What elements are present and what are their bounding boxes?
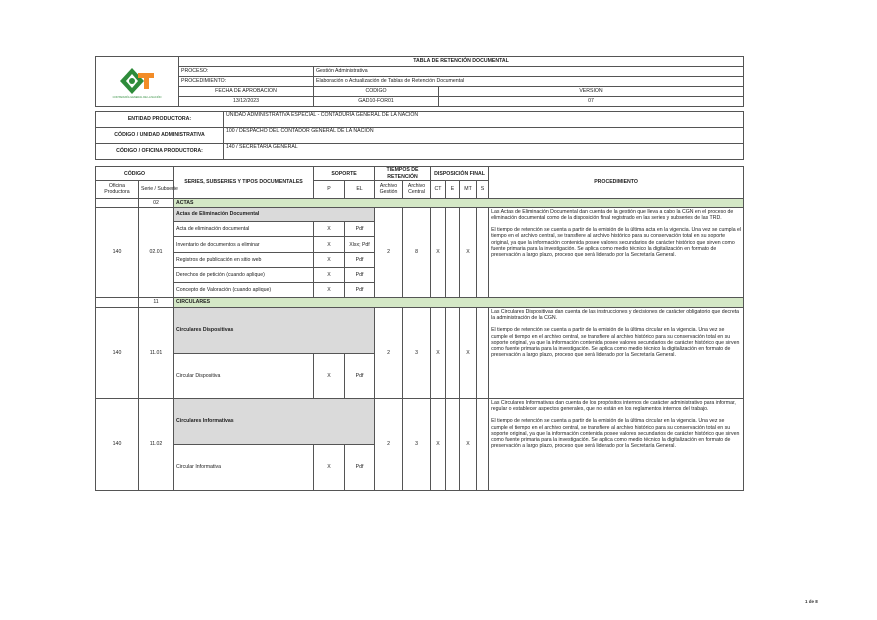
- actas-doc-name: Concepto de Valoración (cuando aplique): [174, 283, 314, 297]
- fecha-value: 13/12/2023: [179, 97, 314, 107]
- actas-oficina: 140: [96, 207, 139, 297]
- informativas-oficina: 140: [96, 398, 139, 490]
- version-label: VERSION: [439, 87, 744, 97]
- dispositivas-ac: 3: [403, 307, 431, 398]
- entidad-value: UNIDAD ADMINISTRATIVA ESPECIAL - CONTADURÍA GENERAL DE LA NACIÓN: [224, 112, 744, 128]
- table-row: [96, 307, 744, 353]
- trd-table: [95, 166, 744, 491]
- actas-e: [446, 207, 460, 297]
- dispositivas-ct: X: [431, 307, 446, 398]
- informativas-ct: X: [431, 398, 446, 490]
- procedimiento-value: Elaboración o Actualización de Tablas de Retención Documental: [314, 77, 744, 87]
- dispositivas-oficina: 140: [96, 307, 139, 398]
- circulares-serie-code: 11: [139, 297, 174, 307]
- codigo-label: CODIGO: [314, 87, 439, 97]
- codigo-value: GAD10-FOR01: [314, 97, 439, 107]
- informativas-ac: 3: [403, 398, 431, 490]
- dispositivas-ag: 2: [375, 307, 403, 398]
- actas-doc-name: Acta de eliminación documental: [174, 222, 314, 237]
- actas-subserie-name: Actas de Eliminación Documental: [174, 207, 375, 221]
- dispositivas-proc-2: El tiempo de retención se cuenta a partir de la emisión de la última circular en la vigencia. Una vez se cumple el tiempo en el archivo central, se transfiere al archivo histórico para su conservación total en su soporte original, ya que la información contenida posee valores secundarios de carácter histórico que sirven como fuente primaria para la investigación. Se aplica como medio técnico la digitalización en formato de preservación a largo plazo, proceso que será liderado por la Secretaría General.: [491, 327, 740, 359]
- col-el: EL: [345, 181, 375, 198]
- oficina-label: CÓDIGO / OFICINA PRODUCTORA:: [96, 144, 224, 160]
- informativas-proc-1: Las Circulares Informativas dan cuenta de los propósitos internos de carácter administrativo para informar, regular o establecer aspectos generales, que no están en los reglamentos internos del trabajo.: [491, 399, 736, 413]
- actas-doc-p: X: [314, 268, 345, 283]
- col-tiempos: TIEMPOS DE RETENCIÓN: [375, 167, 431, 181]
- version-value: 07: [439, 97, 744, 107]
- actas-doc-name: Registros de publicación en sitio web: [174, 252, 314, 267]
- actas-doc-p: X: [314, 283, 345, 297]
- informativas-s: [477, 398, 489, 490]
- actas-doc-p: X: [314, 222, 345, 237]
- actas-doc-el: Pdf: [345, 252, 375, 267]
- cgn-logo-icon: [114, 65, 160, 95]
- col-archivo-gestion: Archivo Gestión: [375, 181, 403, 198]
- actas-proc-2: El tiempo de retención se cuenta a partir de la emisión de la última acta en la vigencia. Una vez se cumpla el tiempo en el archivo central, se transfiere al archivo histórico para su conservación total en su soporte original, ya que la información contenida posee valores secundarios de carácter histórico que sirven como fuente primaria para la investigación. Se aplica como medio técnico la digitalización en formato de preservación a largo plazo, proceso que será liderado por la Secretaría General.: [491, 227, 742, 259]
- informativas-el: Pdf: [345, 444, 375, 490]
- document-title: TABLA DE RETENCIÓN DOCUMENTAL: [179, 57, 744, 67]
- actas-doc-el: Pdf: [345, 268, 375, 283]
- logo-cell: [96, 57, 179, 107]
- col-mt: MT: [460, 181, 477, 198]
- actas-ac: 8: [403, 207, 431, 297]
- entidad-label: ENTIDAD PRODUCTORA:: [96, 112, 224, 128]
- actas-doc-el: Pdf: [345, 222, 375, 237]
- actas-s: [477, 207, 489, 297]
- dispositivas-procedimiento: [489, 307, 744, 398]
- logo-text: CONTADURÍA GENERAL DE LA NACIÓN: [112, 95, 162, 99]
- actas-ag: 2: [375, 207, 403, 297]
- informativas-code: 11.02: [139, 398, 174, 490]
- col-p: P: [314, 181, 345, 198]
- dispositivas-mt: X: [460, 307, 477, 398]
- table-row: [96, 398, 744, 444]
- informativas-e: [446, 398, 460, 490]
- informativas-procedimiento: [489, 398, 744, 490]
- dispositivas-name: Circulares Dispositivas: [174, 307, 375, 353]
- page-number: 1 de 8: [805, 599, 818, 604]
- actas-ct: X: [431, 207, 446, 297]
- actas-doc-p: X: [314, 252, 345, 267]
- procedimiento-label: PROCEDIMIENTO:: [179, 77, 314, 87]
- proceso-label: PROCESO:: [179, 67, 314, 77]
- fecha-label: FECHA DE APROBACION: [179, 87, 314, 97]
- col-codigo: CÓDIGO: [96, 167, 174, 181]
- col-oficina: Oficina Productora: [96, 181, 139, 198]
- oficina-value: 140 / SECRETARÍA GENERAL: [224, 144, 744, 160]
- actas-subserie-code: 02.01: [139, 207, 174, 297]
- dispositivas-p: X: [314, 353, 345, 398]
- col-s: S: [477, 181, 489, 198]
- col-serie: Serie / Subserie: [139, 181, 174, 198]
- col-disposicion: DISPOSICIÓN FINAL: [431, 167, 489, 181]
- actas-serie-code: 02: [139, 198, 174, 207]
- entity-table: [95, 111, 744, 160]
- informativas-proc-2: El tiempo de retención se cuenta a partir de la emisión de la última circular en la vigencia. Una vez se cumple el tiempo en el archivo central, se transfiere al archivo histórico para su conservación total en su soporte original, ya que la información contenida posee valores secundarios de carácter histórico que sirven como fuente primaria para la investigación. Se aplica como medio técnico la digitalización en formato de preservación a largo plazo, proceso que será liderado por la Secretaría General.: [491, 418, 740, 450]
- circulares-serie-name: CIRCULARES: [174, 297, 744, 307]
- dispositivas-proc-1: Las Circulares Dispositivas dan cuenta de las instrucciones y decisiones de carácter obligatorio que decreta la administración de la CGN.: [491, 308, 740, 322]
- col-series: SERIES, SUBSERIES Y TIPOS DOCUMENTALES: [174, 167, 314, 199]
- col-archivo-central: Archivo Central: [403, 181, 431, 198]
- dispositivas-code: 11.01: [139, 307, 174, 398]
- dispositivas-e: [446, 307, 460, 398]
- informativas-name: Circulares Informativas: [174, 398, 375, 444]
- actas-mt: X: [460, 207, 477, 297]
- actas-serie-name: ACTAS: [174, 198, 744, 207]
- informativas-mt: X: [460, 398, 477, 490]
- actas-doc-name: Derechos de petición (cuando aplique): [174, 268, 314, 283]
- actas-doc-name: Inventario de documentos a eliminar: [174, 237, 314, 252]
- dispositivas-el: Pdf: [345, 353, 375, 398]
- actas-oficina-empty: [96, 198, 139, 207]
- unidad-label: CÓDIGO / UNIDAD ADMINISTRATIVA: [96, 128, 224, 144]
- informativas-p: X: [314, 444, 345, 490]
- actas-proc-1: Las Actas de Eliminación Documental dan cuenta de la gestión que lleva a cabo la CGN en el proceso de eliminación documental como de la disposición final registrado en las series y subseries de las TRD.: [491, 208, 734, 222]
- informativas-doc: Circular Informativa: [174, 444, 314, 490]
- dispositivas-s: [477, 307, 489, 398]
- table-row: [96, 207, 744, 221]
- col-e: E: [446, 181, 460, 198]
- col-ct: CT: [431, 181, 446, 198]
- unidad-value: 100 / DESPACHO DEL CONTADOR GENERAL DE LA NACIÓN: [224, 128, 744, 144]
- header-table: [95, 56, 744, 107]
- actas-procedimiento: [489, 207, 744, 297]
- proceso-value: Gestión Administrativa: [314, 67, 744, 77]
- col-soporte: SOPORTE: [314, 167, 375, 181]
- col-procedimiento: PROCEDIMIENTO: [489, 167, 744, 199]
- informativas-ag: 2: [375, 398, 403, 490]
- actas-doc-el: Pdf: [345, 283, 375, 297]
- dispositivas-doc: Circular Dispositiva: [174, 353, 314, 398]
- actas-doc-el: Xlsx; Pdf: [345, 237, 375, 252]
- actas-doc-p: X: [314, 237, 345, 252]
- circulares-oficina-empty: [96, 297, 139, 307]
